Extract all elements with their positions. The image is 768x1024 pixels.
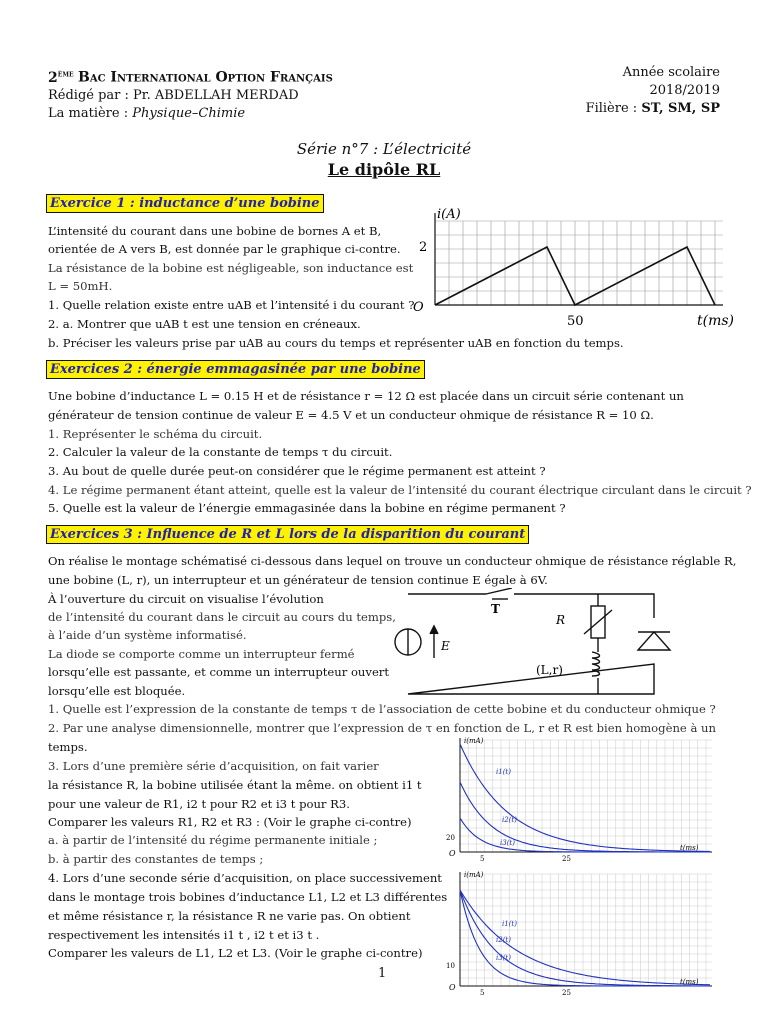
- ex3-q3-5: a. à partir de l’intensité du régime permanente initiale ;: [48, 833, 378, 847]
- graph2-x-label: t(ms): [680, 978, 699, 986]
- ex3-intro-2: une bobine (L, r), un interrupteur et un générateur de tension continue E égale à 6V.: [48, 573, 548, 587]
- ex3-q3-1: 3. Lors d’une première série d’acquisition, on fait varier: [48, 759, 379, 773]
- ex1-x-tick: 50: [567, 314, 584, 329]
- ex3-q4-4: respectivement les intensités i1 t , i2 t et i3 t .: [48, 928, 320, 942]
- series-title: Série n°7 : L’électricité: [296, 140, 472, 158]
- ex3-q3-3: pour une valeur de R1, i2 t pour R2 et i3 t pour R3.: [48, 797, 350, 811]
- graph1-label-i2: i2(t): [502, 816, 517, 824]
- graph1-label-i1: i1(t): [496, 768, 511, 776]
- graph1-y-tick: 20: [446, 834, 455, 842]
- ex3-mid-2: 2. Par une analyse dimensionnelle, montrer que l’expression de τ en fonction de L, r et R est bien homogène à un: [48, 721, 716, 735]
- ex3-mid-3: temps.: [48, 740, 88, 754]
- ex3-graph-resistance: [444, 734, 718, 864]
- header-author: Rédigé par : Pr. ABDELLAH MERDAD: [48, 87, 299, 103]
- graph2-label-i2: i2(t): [496, 936, 511, 944]
- graph2-y-tick: 10: [446, 962, 455, 970]
- ex3-left-1: À l’ouverture du circuit on visualise l’évolution: [48, 592, 324, 606]
- graph1-x-label: t(ms): [680, 844, 699, 852]
- ex3-q3-6: b. à partir des constantes de temps ;: [48, 852, 264, 866]
- graph1-origin: O: [449, 849, 456, 858]
- circuit-generator-label: E: [441, 639, 450, 653]
- ex2-line-2: générateur de tension continue de valeur E = 4.5 V et un conducteur ohmique de résistance R = 10 Ω.: [48, 408, 654, 422]
- graph2-origin: O: [449, 983, 456, 992]
- ex3-left-6: lorsqu’elle est bloquée.: [48, 684, 186, 698]
- ex3-left-3: à l’aide d’un système informatisé.: [48, 628, 247, 642]
- graph1-curve-i2: [460, 782, 710, 852]
- ex3-graph-inductance: [444, 868, 718, 998]
- ex2-line-1: Une bobine d’inductance L = 0.15 H et de résistance r = 12 Ω est placée dans un circuit série contenant un: [48, 389, 684, 403]
- page-number: 1: [378, 966, 387, 981]
- ex3-q4-1: 4. Lors d’une seconde série d’acquisition, on place successivement: [48, 871, 442, 885]
- exercise-1-heading: Exercice 1 : inductance d’une bobine: [46, 194, 324, 213]
- ex1-y-tick: 2: [419, 240, 428, 255]
- ex3-left-2: de l’intensité du courant dans le circuit au cours du temps,: [48, 610, 396, 624]
- ex2-line-3: 1. Représenter le schéma du circuit.: [48, 427, 263, 441]
- ex1-y-axis-label: i(A): [437, 207, 461, 222]
- header-year: 2018/2019: [649, 83, 720, 98]
- lesson-title: Le dipôle RL: [327, 160, 441, 179]
- ex3-q4-2: dans le montage trois bobines d’inductance L1, L2 et L3 différentes: [48, 890, 448, 904]
- graph2-label-i1: i1(t): [502, 920, 517, 928]
- graph1-x-tick-5: 5: [480, 855, 485, 863]
- header-filiere: Filière : ST, SM, SP: [585, 101, 720, 116]
- header-class-line: 2ème Bac International Option Français: [48, 68, 333, 86]
- ex3-intro-1: On réalise le montage schématisé ci-dessous dans lequel on trouve un conducteur ohmique de résistance réglable R,: [48, 554, 737, 568]
- ex3-q3-2: la résistance R, la bobine utilisée étant la même. on obtient i1 t: [48, 778, 422, 792]
- graph1-curve-i1: [460, 744, 710, 851]
- graph1-y-label: i(mA): [464, 737, 484, 745]
- exercise-2-heading: Exercices 2 : énergie emmagasinée par une bobine: [46, 360, 425, 379]
- ex3-q3-4: Comparer les valeurs R1, R2 et R3 : (Voir le graphe ci-contre): [48, 815, 412, 829]
- ex3-q4-3: et même résistance r, la résistance R ne varie pas. On obtient: [48, 909, 411, 923]
- ex1-line-4: L = 50mH.: [48, 279, 113, 293]
- graph1-curve-i3: [460, 818, 710, 852]
- ex3-left-4: La diode se comporte comme un interrupteur fermé: [48, 647, 355, 661]
- header-left: [48, 64, 333, 123]
- ex2-line-6: 4. Le régime permanent étant atteint, quelle est la valeur de l’intensité du courant électrique circulant dans le circuit ?: [48, 483, 752, 497]
- circuit-resistor-label: R: [556, 613, 566, 627]
- ex3-mid-1: 1. Quelle est l’expression de la constante de temps τ de l’association de cette bobine et du conducteur ohmique ?: [48, 702, 716, 716]
- ex2-line-7: 5. Quelle est la valeur de l’énergie emmagasinée dans la bobine en régime permanent ?: [48, 501, 566, 515]
- ex1-line-6: 2. a. Montrer que uAB t est une tension en créneaux.: [48, 317, 361, 331]
- graph2-x-tick-25: 25: [562, 989, 571, 997]
- header-subject: La matière : Physique–Chimie: [48, 105, 246, 121]
- header-year-label: Année scolaire: [622, 65, 720, 80]
- graph2-x-tick-5: 5: [480, 989, 485, 997]
- graph2-y-label: i(mA): [464, 871, 484, 879]
- ex1-x-axis-label: t(ms): [697, 313, 735, 329]
- ex1-line-5: 1. Quelle relation existe entre uAB et l’intensité i du courant ?: [48, 298, 415, 312]
- graph1-x-tick-25: 25: [562, 855, 571, 863]
- ex1-line-7: b. Préciser les valeurs prise par uAB au cours du temps et représenter uAB en fonction du temps.: [48, 336, 624, 350]
- ex1-current-graph: [405, 205, 735, 335]
- exercise-3-heading: Exercices 3 : Influence de R et L lors de la disparition du courant: [46, 525, 529, 544]
- ex3-q4-5: Comparer les valeurs de L1, L2 et L3. (Voir le graphe ci-contre): [48, 946, 423, 960]
- ex2-line-5: 3. Au bout de quelle durée peut-on considérer que le régime permanent est atteint ?: [48, 464, 546, 478]
- circuit-coil-label: (L,r): [536, 663, 563, 677]
- ex1-line-1: L’intensité du courant dans une bobine de bornes A et B,: [48, 224, 382, 238]
- graph2-label-i3: i3(t): [496, 954, 511, 962]
- ex1-line-3: La résistance de la bobine est négligeable, son inductance est: [48, 261, 414, 275]
- ex3-circuit-diagram: [386, 588, 686, 703]
- ex1-line-2: orientée de A vers B, est donnée par le graphique ci-contre.: [48, 242, 401, 256]
- ex1-origin: O: [413, 300, 424, 315]
- header-right: [586, 64, 720, 118]
- graph1-label-i3: i3(t): [500, 839, 515, 847]
- ex2-line-4: 2. Calculer la valeur de la constante de temps τ du circuit.: [48, 445, 393, 459]
- ex3-left-5: lorsqu’elle est passante, et comme un interrupteur ouvert: [48, 665, 390, 679]
- circuit-switch-label: T: [491, 602, 500, 616]
